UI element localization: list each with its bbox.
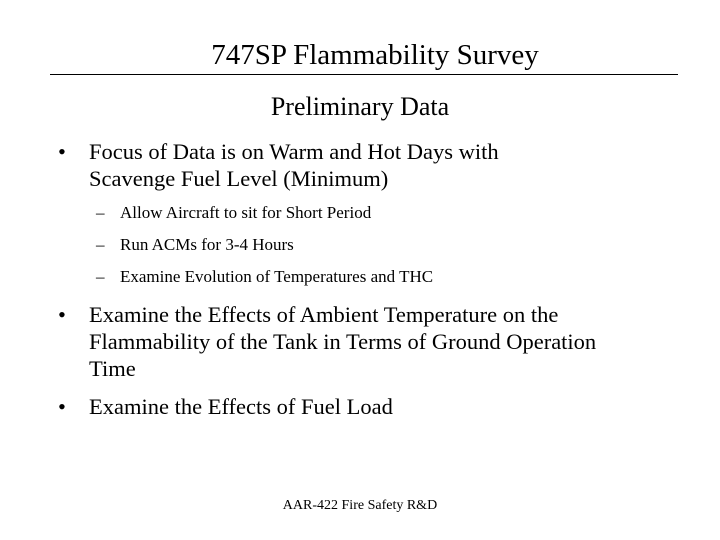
bullet-marker: • bbox=[58, 302, 66, 327]
title-divider bbox=[50, 74, 678, 75]
sub-bullet-marker: – bbox=[96, 235, 105, 254]
bullet-text-line: Focus of Data is on Warm and Hot Days with bbox=[89, 139, 499, 164]
bullet-text-line: Flammability of the Tank in Terms of Ground Operation bbox=[89, 329, 597, 354]
sub-bullet-item bbox=[58, 235, 698, 255]
sub-bullet-item bbox=[58, 203, 698, 223]
bullet-list bbox=[58, 138, 698, 420]
sub-bullet-marker: – bbox=[96, 267, 105, 286]
sub-bullet-marker: – bbox=[96, 203, 105, 222]
bullet-item bbox=[58, 301, 698, 382]
bullet-item bbox=[58, 138, 698, 192]
sub-bullet-item bbox=[58, 267, 698, 287]
bullet-text-line: Scavenge Fuel Level (Minimum) bbox=[89, 166, 389, 191]
bullet-text-line: Examine the Effects of Fuel Load bbox=[89, 394, 393, 419]
sub-bullet-list bbox=[58, 203, 698, 287]
bullet-marker: • bbox=[58, 139, 66, 164]
sub-bullet-text: Allow Aircraft to sit for Short Period bbox=[120, 203, 372, 222]
bullet-text-line: Examine the Effects of Ambient Temperature on the bbox=[89, 302, 559, 327]
slide-subtitle: Preliminary Data bbox=[270, 92, 450, 121]
bullet-text-line: Time bbox=[89, 356, 136, 381]
bullet-item bbox=[58, 393, 698, 420]
bullet-marker: • bbox=[58, 394, 66, 419]
sub-bullet-text: Examine Evolution of Temperatures and THC bbox=[120, 267, 434, 286]
slide-footer: AAR-422 Fire Safety R&D bbox=[282, 498, 438, 513]
sub-bullet-text: Run ACMs for 3-4 Hours bbox=[120, 235, 294, 254]
slide-title: 747SP Flammability Survey bbox=[211, 39, 539, 71]
